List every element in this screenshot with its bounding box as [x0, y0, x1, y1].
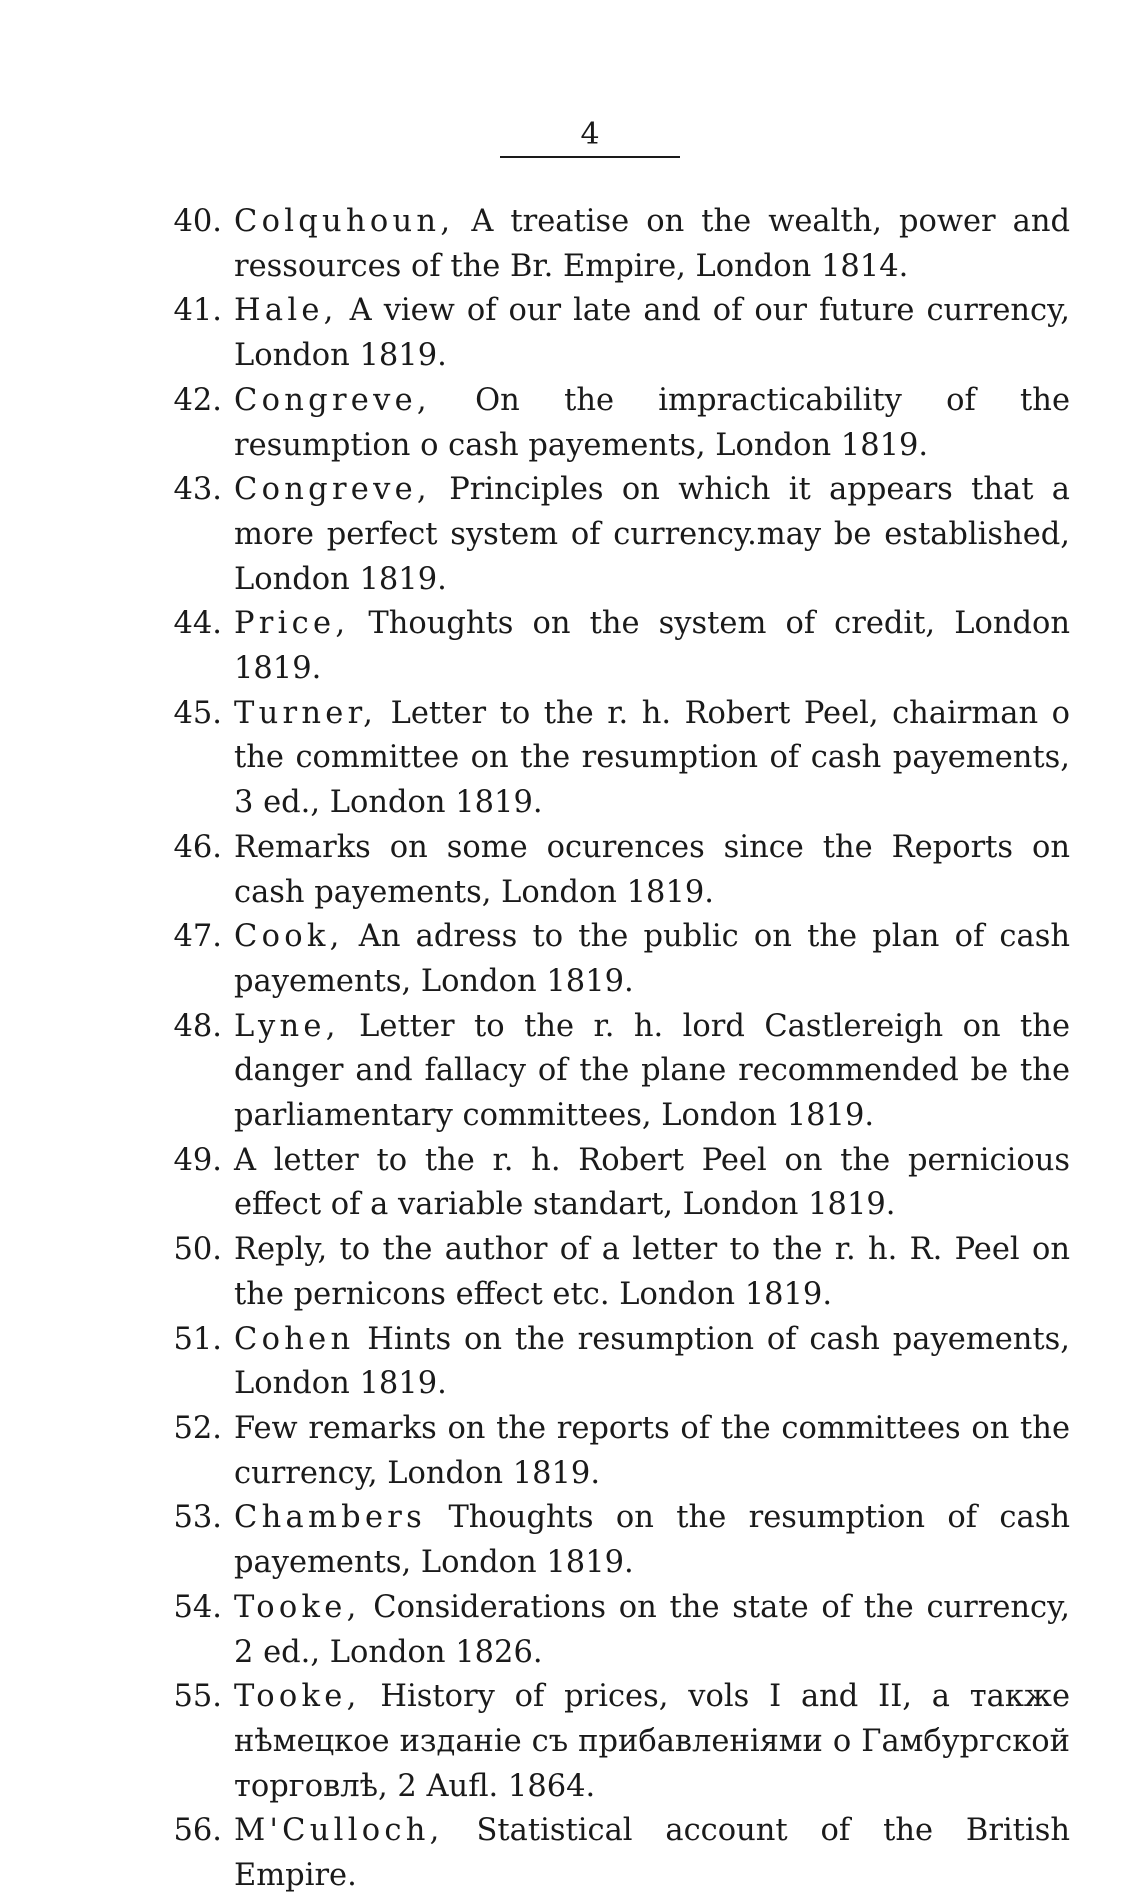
entry-body — [234, 915, 1070, 1004]
bibliography-entry — [170, 1005, 1070, 1139]
entry-text: Statistical account of the British Empire. — [234, 1813, 1070, 1894]
bibliography-entry — [170, 1496, 1070, 1585]
entry-number: 44. — [173, 606, 222, 642]
entry-body — [234, 692, 1070, 826]
bibliography-entry — [170, 915, 1070, 1004]
entry-text: Remarks on some ocurences since the Reports on cash payements, London 1819. — [234, 829, 1070, 910]
entry-number: 45. — [173, 695, 222, 731]
entry-author: M'Culloch, — [234, 1813, 444, 1849]
entry-author: Colquhoun, — [234, 204, 455, 239]
entry-text: A treatise on the wealth, power and ressources of the Br. Empire, London 1814. — [234, 204, 1070, 284]
entry-body — [234, 1496, 1070, 1585]
entry-number: 46. — [173, 829, 222, 865]
entry-body — [234, 1586, 1070, 1675]
entry-body — [234, 1228, 1070, 1317]
entry-body — [234, 826, 1070, 915]
entry-number: 41. — [173, 293, 222, 329]
entry-author: Lyne, — [234, 1008, 340, 1044]
entry-number: 47. — [173, 919, 222, 955]
entry-author: Cohen — [234, 1321, 355, 1357]
entry-number: 51. — [173, 1321, 222, 1357]
entry-body — [234, 1318, 1070, 1407]
entry-text: Thoughts on the system of credit, London 1819. — [234, 606, 1070, 687]
entry-number: 42. — [173, 382, 222, 418]
entry-author: Congreve, — [234, 472, 431, 508]
entry-body — [234, 602, 1070, 691]
entry-text: An adress to the public on the plan of cash payements, London 1819. — [234, 919, 1070, 999]
entry-number: 49. — [173, 1142, 222, 1178]
entry-text: Considerations on the state of the currency, 2 ed., London 1826. — [234, 1589, 1070, 1670]
entry-text: Letter to the r. h. lord Castlereigh on the danger and fallacy of the plane recommended be the parliamentary committees, London 1819. — [234, 1008, 1070, 1134]
entry-number: 53. — [173, 1500, 222, 1536]
entry-number: 56. — [173, 1813, 222, 1849]
bibliography-entry — [170, 289, 1070, 378]
entry-text: Letter to the r. h. Robert Peel, chairman o the committee on the resumption of cash payements, 3 ed., London 1819. — [234, 695, 1070, 821]
bibliography-entry — [170, 602, 1070, 691]
entry-body — [234, 1407, 1070, 1496]
entry-author: Turner, — [234, 695, 378, 731]
entry-body — [234, 1809, 1070, 1898]
entry-text: A letter to the r. h. Robert Peel on the pernicious effect of a variable standart, London 1819. — [234, 1142, 1070, 1223]
entry-body — [234, 200, 1070, 289]
bibliography-list — [170, 200, 1070, 1899]
entry-text: Hints on the resumption of cash payements, London 1819. — [234, 1321, 1070, 1402]
bibliography-entry — [170, 1139, 1070, 1228]
entry-number: 55. — [173, 1679, 222, 1715]
entry-number: 50. — [173, 1232, 222, 1268]
entry-body — [234, 1005, 1070, 1139]
entry-body — [234, 289, 1070, 378]
entry-text: Thoughts on the resumption of cash payements, London 1819. — [234, 1500, 1070, 1581]
bibliography-entry — [170, 1675, 1070, 1809]
entry-number: 48. — [173, 1008, 222, 1044]
entry-author: Chambers — [234, 1500, 427, 1536]
bibliography-entry — [170, 468, 1070, 602]
entry-body — [234, 468, 1070, 602]
entry-text: Few remarks on the reports of the committees on the currency, London 1819. — [234, 1410, 1070, 1491]
bibliography-entry — [170, 1586, 1070, 1675]
entry-number: 52. — [173, 1410, 222, 1446]
page-number-rule — [500, 156, 680, 158]
bibliography-entry — [170, 1407, 1070, 1496]
bibliography-entry — [170, 692, 1070, 826]
entry-author: Price, — [234, 606, 350, 642]
bibliography-entry — [170, 379, 1070, 468]
entry-body — [234, 379, 1070, 468]
entry-text: A view of our late and of our future currency, London 1819. — [234, 293, 1070, 374]
entry-number: 54. — [173, 1589, 222, 1625]
entry-body — [234, 1675, 1070, 1809]
entry-author: Hale, — [234, 293, 338, 329]
entry-text: Principles on which it appears that a more perfect system of currency.may be established, London 1819. — [234, 472, 1070, 597]
page-number: 4 — [580, 117, 600, 152]
bibliography-entry — [170, 826, 1070, 915]
bibliography-entry — [170, 200, 1070, 289]
bibliography-entry — [170, 1318, 1070, 1407]
entry-number: 43. — [173, 472, 222, 508]
bibliography-entry — [170, 1809, 1070, 1898]
entry-author: Tooke, — [234, 1589, 361, 1625]
entry-text: History of prices, vols I and II, а также нѣмецкое изданіе съ прибавленіями о Гамбургской торговлѣ, 2 Aufl. 1864. — [234, 1679, 1070, 1804]
entry-number: 40. — [173, 204, 222, 239]
entry-body — [234, 1139, 1070, 1228]
entry-author: Tooke, — [234, 1679, 361, 1715]
entry-text: Reply, to the author of a letter to the r. h. R. Peel on the pernicons effect etc. London 1819. — [234, 1232, 1070, 1312]
bibliography-entry — [170, 1228, 1070, 1317]
entry-text: On the impracticability of the resumption o cash payements, London 1819. — [234, 382, 1070, 463]
entry-author: Cook, — [234, 919, 344, 955]
entry-author: Congreve, — [234, 382, 431, 418]
